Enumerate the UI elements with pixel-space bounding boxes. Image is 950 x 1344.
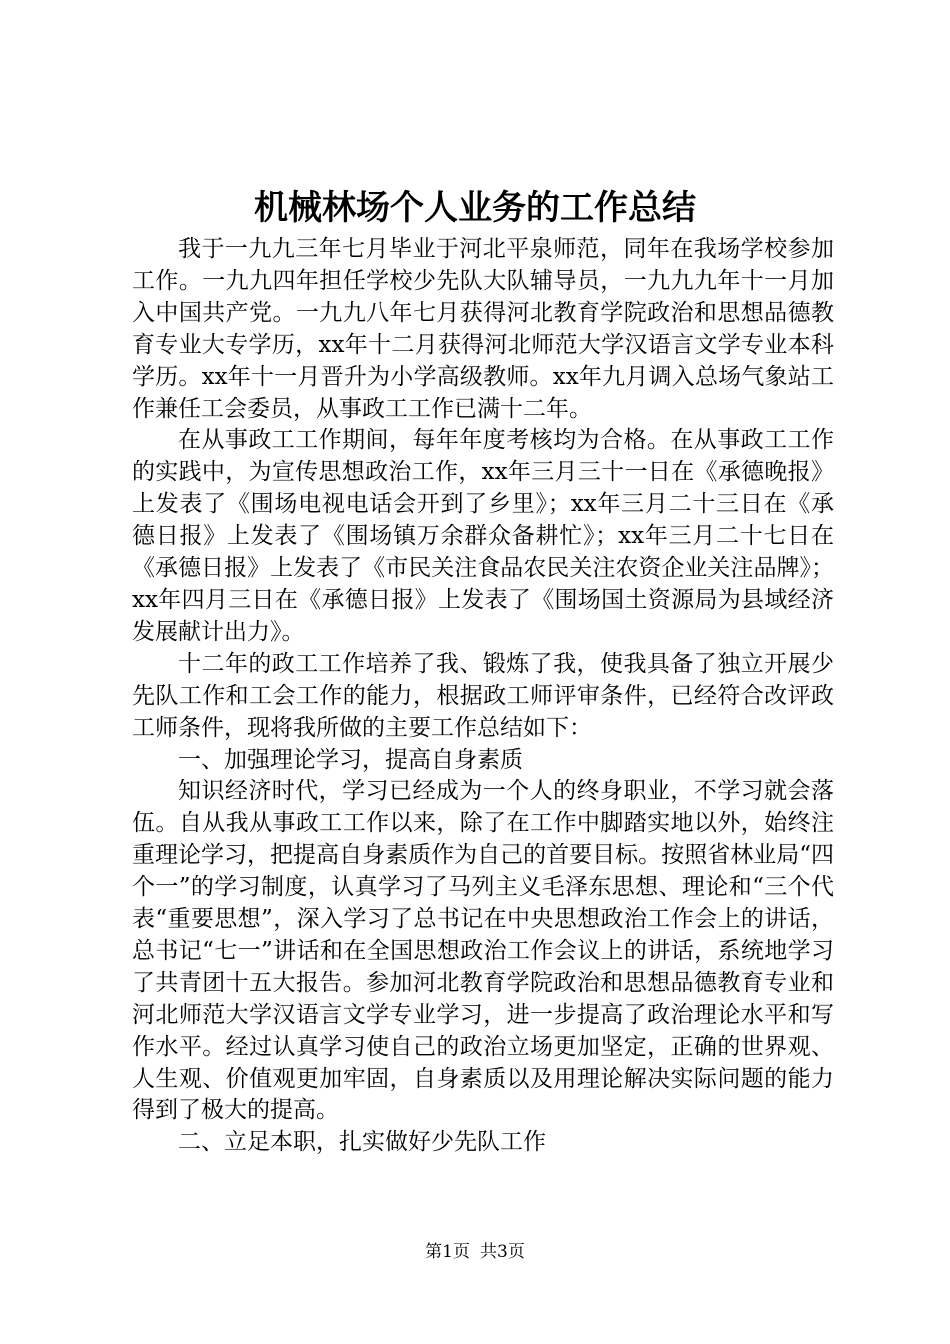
paragraph-summary-lead: 十二年的政工工作培养了我、锻炼了我，使我具备了独立开展少先队工作和工会工作的能力，根据政工师评审条件，已经符合改评政工师条件，现将我所做的主要工作总结如下： [132,650,834,741]
paragraph-intro: 我于一九九三年七月毕业于河北平泉师范，同年在我场学校参加工作。一九九四年担任学校少先队大队辅导员，一九九九年十一月加入中国共产党。一九九八年七月获得河北教育学院政治和思想品德教育专业大专学历，xx年十二月获得河北师范大学汉语言文学专业本科学历。xx年十一月晋升为小学高级教师。xx年九月调入总场气象站工作兼任工会委员，从事政工工作已满十二年。 [132,236,834,422]
document-title: 机械林场个人业务的工作总结 [254,188,696,228]
page-footer [0,1240,950,1264]
page-number-total: 共3页 [480,1242,525,1262]
paragraph-publications: 在从事政工工作期间，每年年度考核均为合格。在从事政工工作的实践中，为宣传思想政治工作，xx年三月三十一日在《承德晚报》上发表了《围场电视电话会开到了乡里》；xx年三月二十三日在《承德日报》上发表了《围场镇万余群众备耕忙》；xx年三月二十七日在《承德日报》上发表了《市民关注食品农民关注农资企业关注品牌》；xx年四月三日在《承德日报》上发表了《围场国土资源局为县域经济发展献计出力》。 [132,427,834,645]
section-heading-1: 一、加强理论学习，提高自身素质 [178,746,523,773]
document-body [132,234,834,1159]
page-number-current: 第1页 [425,1242,470,1262]
paragraph-theory-study: 知识经济时代，学习已经成为一个人的终身职业，不学习就会落伍。自从我从事政工工作以来，除了在工作中脚踏实地以外，始终注重理论学习，把提高自身素质作为自己的首要目标。按照省林业局“四个一”的学习制度，认真学习了马列主义毛泽东思想、理论和“三个代表“重要思想”，深入学习了总书记在中央思想政治工作会上的讲话，总书记“七一”讲话和在全国思想政治工作会议上的讲话，系统地学习了共青团十五大报告。参加河北教育学院政治和思想品德教育专业和河北师范大学汉语言文学专业学习，进一步提高了政治理论水平和写作水平。经过认真学习使自己的政治立场更加坚定，正确的世界观、人生观、价值观更加牢固，自身素质以及用理论解决实际问题的能力得到了极大的提高。 [132,778,834,1124]
section-heading-2: 二、立足本职，扎实做好少先队工作 [178,1129,546,1156]
